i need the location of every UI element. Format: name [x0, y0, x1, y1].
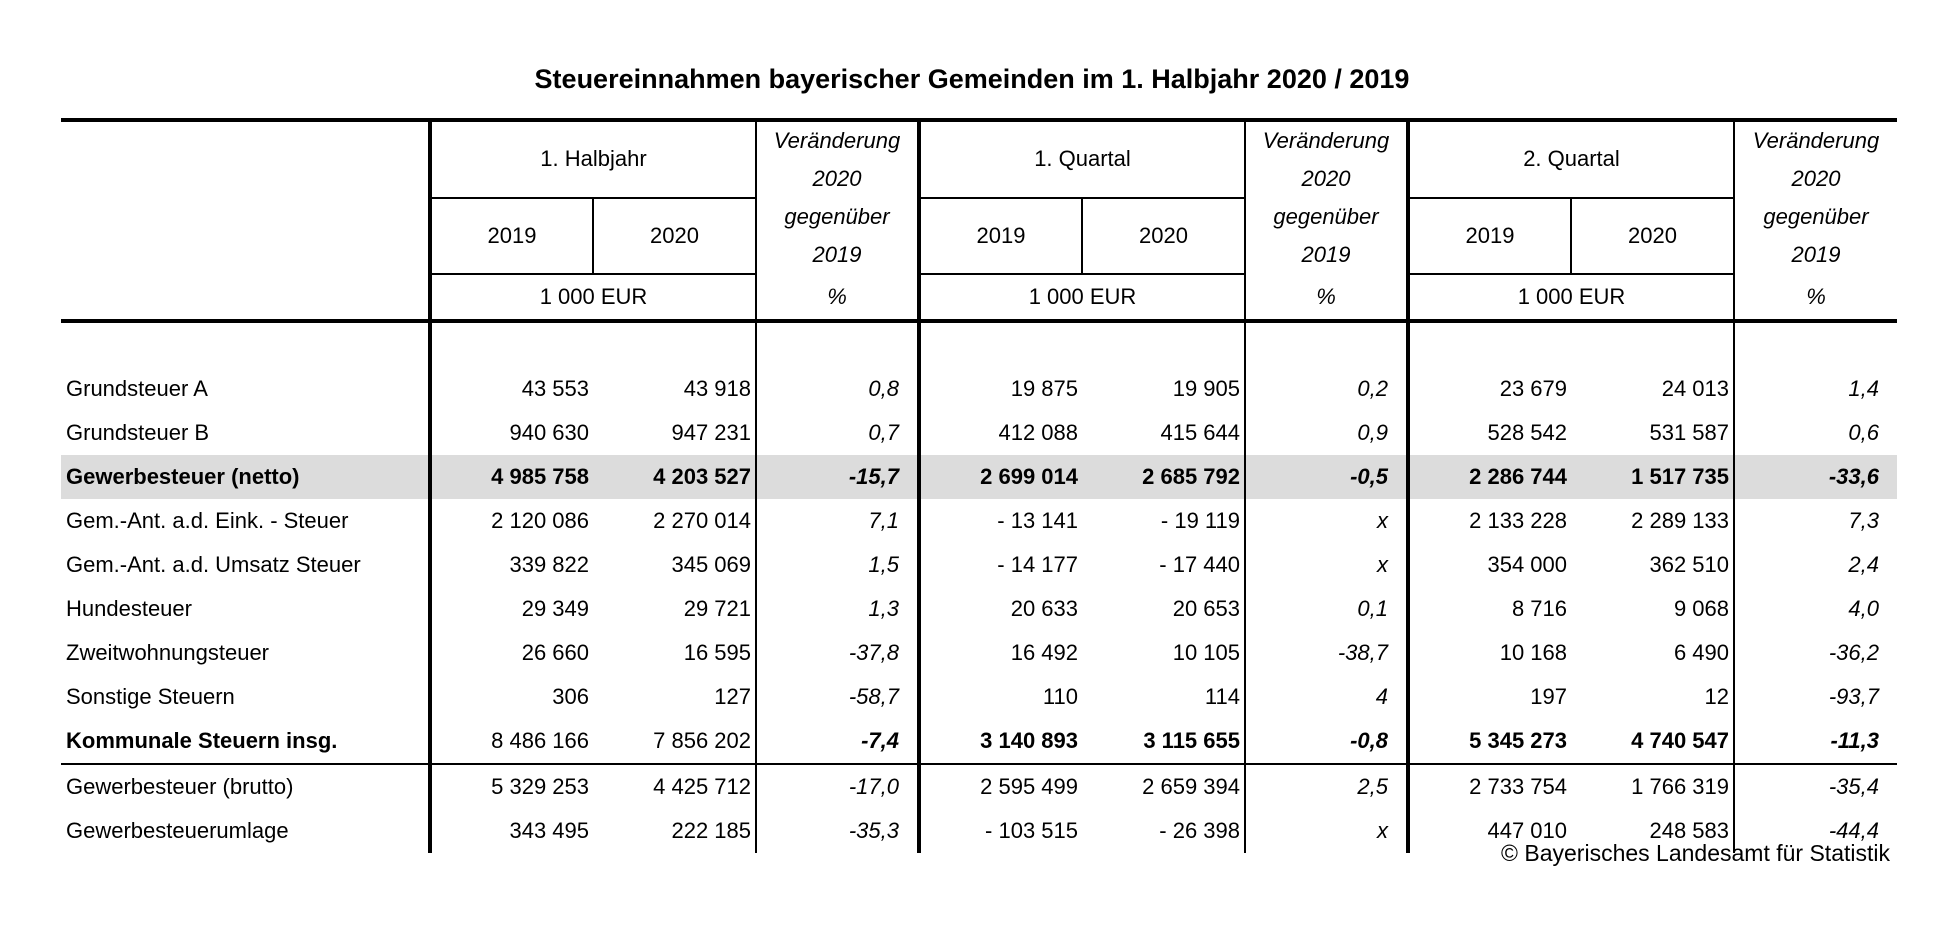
cell-change: -0,8: [1245, 719, 1408, 764]
change-header-halbjahr: [756, 120, 919, 274]
cell-value: 8 486 166: [430, 719, 593, 764]
cell-change: -15,7: [756, 455, 919, 499]
table-row: [61, 675, 1897, 719]
row-label: Sonstige Steuern: [66, 684, 235, 709]
cell-value: 447 010: [1408, 809, 1571, 853]
change-line-2: 2020: [1301, 166, 1351, 191]
cell-change: x: [1245, 543, 1408, 587]
cell-value: 9 068: [1673, 596, 1729, 621]
cell-value: 2 659 394: [1142, 774, 1240, 799]
cell-value: 2 595 499: [919, 764, 1082, 809]
table-row: [61, 367, 1897, 411]
cell-change: -33,6: [1734, 455, 1897, 499]
group-header-q2: 2. Quartal: [1408, 120, 1734, 198]
cell-value: 412 088: [919, 411, 1082, 455]
cell-value: 1 766 319: [1631, 774, 1729, 799]
row-label: Gewerbesteuer (brutto): [66, 774, 294, 799]
cell-change: 4,0: [1734, 587, 1897, 631]
cell-value: 362 510: [1649, 552, 1729, 577]
cell-change: 0,1: [1245, 587, 1408, 631]
cell-value: 2 286 744: [1408, 455, 1571, 499]
table-row-total: [61, 719, 1897, 764]
cell-value: 354 000: [1408, 543, 1571, 587]
change-line-1: Veränderung: [1752, 128, 1880, 153]
change-line-1: Veränderung: [773, 128, 901, 153]
cell-value: 5 345 273: [1408, 719, 1571, 764]
change-line-2: 2020: [812, 166, 862, 191]
cell-value: 7 856 202: [593, 719, 756, 764]
row-label: Grundsteuer B: [66, 420, 210, 445]
row-label: Zweitwohnungsteuer: [66, 640, 270, 665]
unit-pct: %: [756, 274, 919, 321]
cell-value: 4 425 712: [653, 774, 751, 799]
cell-value: 306: [430, 675, 593, 719]
cell-value: 20 653: [1172, 596, 1240, 621]
table-row: [61, 764, 1897, 809]
year-header: 2019: [1408, 198, 1571, 274]
cell-value: 339 822: [430, 543, 593, 587]
cell-value: 20 633: [919, 587, 1082, 631]
cell-change: 0,6: [1734, 411, 1897, 455]
cell-value: - 103 515: [919, 809, 1082, 853]
cell-value: - 13 141: [919, 499, 1082, 543]
cell-value: 24 013: [1661, 376, 1729, 401]
change-header-q1: [1245, 120, 1408, 274]
tax-revenue-table: [61, 118, 1897, 853]
cell-change: 2,4: [1734, 543, 1897, 587]
unit-pct: %: [1245, 274, 1408, 321]
unit-eur: 1 000 EUR: [430, 274, 756, 321]
year-header: 2019: [919, 198, 1082, 274]
cell-value: 12: [1704, 684, 1729, 709]
cell-value: 10 168: [1408, 631, 1571, 675]
table-title: Steuereinnahmen bayerischer Gemeinden im 1. Halbjahr 2020 / 2019: [534, 64, 1410, 94]
cell-value: 5 329 253: [430, 764, 593, 809]
cell-change: 0,7: [756, 411, 919, 455]
cell-change: -7,4: [756, 719, 919, 764]
copyright-footer: © Bayerisches Landesamt für Statistik: [1501, 840, 1890, 866]
cell-value: 29 721: [683, 596, 751, 621]
table-row: [61, 411, 1897, 455]
change-line-4: 2019: [1301, 242, 1351, 267]
stub-unit: [61, 274, 430, 321]
cell-value: 3 140 893: [919, 719, 1082, 764]
cell-change: 0,2: [1245, 367, 1408, 411]
row-label: Grundsteuer A: [66, 376, 208, 401]
cell-value: 940 630: [430, 411, 593, 455]
cell-value: 8 716: [1408, 587, 1571, 631]
cell-value: 2 270 014: [653, 508, 751, 533]
cell-value: 19 875: [919, 367, 1082, 411]
change-line-4: 2019: [812, 242, 862, 267]
cell-value: 23 679: [1408, 367, 1571, 411]
change-header-q2: [1734, 120, 1897, 274]
cell-value: 2 685 792: [1082, 455, 1245, 499]
cell-change: -17,0: [756, 764, 919, 809]
cell-value: 1 517 735: [1571, 455, 1734, 499]
table-row-highlighted: [61, 455, 1897, 499]
cell-value: 248 583: [1649, 818, 1729, 843]
row-label: Gem.-Ant. a.d. Eink. - Steuer: [66, 508, 349, 533]
row-label: Gewerbesteuer (netto): [61, 455, 430, 499]
cell-change: 1,4: [1734, 367, 1897, 411]
cell-value: 528 542: [1408, 411, 1571, 455]
cell-change: 0,9: [1245, 411, 1408, 455]
year-header: 2020: [1571, 198, 1734, 274]
unit-pct: %: [1734, 274, 1897, 321]
change-line-3: gegenüber: [1763, 204, 1869, 229]
cell-change: 1,3: [756, 587, 919, 631]
cell-change: x: [1245, 499, 1408, 543]
cell-value: - 17 440: [1159, 552, 1240, 577]
cell-value: 2 289 133: [1631, 508, 1729, 533]
cell-change: 1,5: [756, 543, 919, 587]
cell-value: 2 699 014: [919, 455, 1082, 499]
cell-change: -0,5: [1245, 455, 1408, 499]
cell-change: -58,7: [756, 675, 919, 719]
year-header: 2020: [1082, 198, 1245, 274]
cell-value: 3 115 655: [1082, 719, 1245, 764]
table-row: [61, 587, 1897, 631]
cell-change: 4: [1245, 675, 1408, 719]
cell-value: 43 918: [683, 376, 751, 401]
cell-change: -93,7: [1734, 675, 1897, 719]
cell-value: 110: [919, 675, 1082, 719]
cell-value: 16 492: [919, 631, 1082, 675]
cell-change: -44,4: [1734, 809, 1897, 853]
cell-change: 7,1: [756, 499, 919, 543]
cell-value: - 26 398: [1159, 818, 1240, 843]
row-label: Gewerbesteuerumlage: [66, 818, 289, 843]
cell-change: -35,4: [1734, 764, 1897, 809]
group-header-q1: 1. Quartal: [919, 120, 1245, 198]
cell-value: 222 185: [671, 818, 751, 843]
cell-change: x: [1245, 809, 1408, 853]
group-header-halbjahr: 1. Halbjahr: [430, 120, 756, 198]
cell-value: 16 595: [683, 640, 751, 665]
cell-value: 43 553: [430, 367, 593, 411]
change-line-1: Veränderung: [1262, 128, 1390, 153]
cell-value: 4 740 547: [1571, 719, 1734, 764]
cell-change: 2,5: [1245, 764, 1408, 809]
row-label: Kommunale Steuern insg.: [61, 719, 430, 764]
change-line-3: gegenüber: [784, 204, 890, 229]
cell-change: 7,3: [1734, 499, 1897, 543]
cell-value: 197: [1408, 675, 1571, 719]
cell-value: 415 644: [1160, 420, 1240, 445]
cell-change: -38,7: [1245, 631, 1408, 675]
cell-value: 2 120 086: [430, 499, 593, 543]
cell-value: 947 231: [671, 420, 751, 445]
change-line-3: gegenüber: [1273, 204, 1379, 229]
table-row: [61, 543, 1897, 587]
cell-value: 531 587: [1649, 420, 1729, 445]
table-row: [61, 499, 1897, 543]
cell-value: 4 985 758: [430, 455, 593, 499]
change-line-4: 2019: [1791, 242, 1841, 267]
cell-value: 114: [1204, 684, 1240, 709]
cell-value: 343 495: [430, 809, 593, 853]
unit-eur: 1 000 EUR: [919, 274, 1245, 321]
cell-value: 2 133 228: [1408, 499, 1571, 543]
cell-value: 19 905: [1172, 376, 1240, 401]
cell-change: 0,8: [756, 367, 919, 411]
cell-value: 10 105: [1172, 640, 1240, 665]
change-line-2: 2020: [1791, 166, 1841, 191]
cell-value: 127: [714, 684, 751, 709]
cell-value: 345 069: [671, 552, 751, 577]
stub-header: [61, 120, 430, 274]
cell-value: 4 203 527: [593, 455, 756, 499]
unit-eur: 1 000 EUR: [1408, 274, 1734, 321]
row-label: Hundesteuer: [66, 596, 192, 621]
cell-value: - 19 119: [1160, 508, 1240, 533]
cell-value: 29 349: [430, 587, 593, 631]
table-row: [61, 631, 1897, 675]
cell-value: - 14 177: [919, 543, 1082, 587]
cell-change: -11,3: [1734, 719, 1897, 764]
cell-change: -37,8: [756, 631, 919, 675]
cell-change: -35,3: [756, 809, 919, 853]
cell-change: -36,2: [1734, 631, 1897, 675]
row-label: Gem.-Ant. a.d. Umsatz Steuer: [66, 552, 361, 577]
cell-value: 26 660: [430, 631, 593, 675]
cell-value: 2 733 754: [1408, 764, 1571, 809]
cell-value: 6 490: [1673, 640, 1729, 665]
year-header: 2019: [430, 198, 593, 274]
year-header: 2020: [593, 198, 756, 274]
